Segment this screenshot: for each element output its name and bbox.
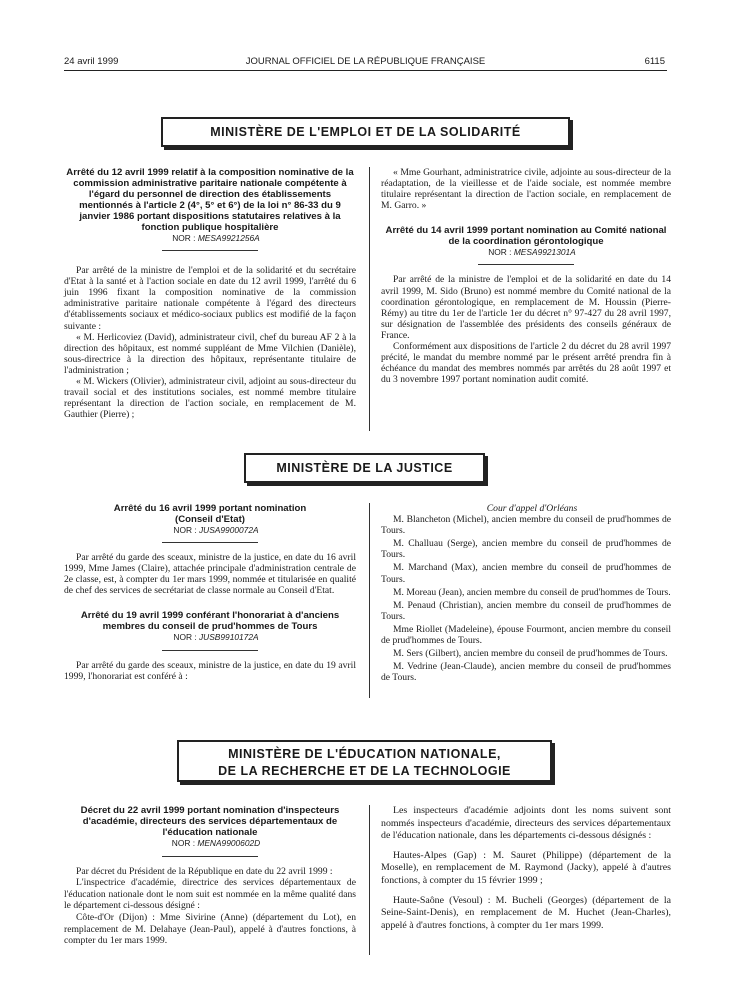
- decree-title: Arrêté du 19 avril 1999 conférant l'honorariat à d'anciens membres du conseil de prud'hommes de Tours: [80, 610, 340, 633]
- paragraph: L'inspectrice d'académie, directrice des services départementaux de l'éducation nationale dont le nom suit est nommée en la même qualité dans le département ci-dessous désigné :: [64, 877, 356, 912]
- nor-reference: NOR : JUSB9910172A: [173, 632, 259, 643]
- nor-reference: NOR : MESA9921301A: [488, 247, 576, 258]
- justice-right-column: [381, 503, 671, 685]
- column-separator: [369, 503, 370, 698]
- list-item: M. Blancheton (Michel), ancien membre du conseil de prud'hommes de Tours.: [381, 514, 671, 537]
- header-journal-title: JOURNAL OFFICIEL DE LA RÉPUBLIQUE FRANÇAISE: [245, 56, 486, 67]
- decree-title: Arrêté du 16 avril 1999 portant nomination (Conseil d'Etat): [113, 503, 307, 525]
- list-item: M. Sers (Gilbert), ancien membre du conseil de prud'hommes de Tours.: [393, 648, 668, 660]
- decree-title: Arrêté du 12 avril 1999 relatif à la composition nominative de la commission administrative paritaire nationale compétente à l'égard du personnel de direction des établissements mentionnés à l'article 2 (4°, 5° et 6°) de la loi n° 86-33 du 9 janvier 1986 portant dispositions statutaires relatives à la fonction publique hospitalière: [66, 167, 354, 233]
- paragraph: Par arrêté de la ministre de l'emploi et de la solidarité en date du 14 avril 1999, M. Sido (Bruno) est nommé membre du Comité national de la coordination gérontologique, en remplacement de M. Houssin (Pierre-Rémy) au titre du 1er de l'article 1er du décret n° 97-427 du 28 avril 1997, sur désignation de l'assemblée des présidents des conseils généraux de France.: [381, 274, 671, 341]
- paragraph: Les inspecteurs d'académie adjoints dont les noms suivent sont nommés inspecteurs d'académie, directeurs des services départementaux de l'éducation nationale, dans les départements ci-dessous désignés :: [381, 805, 671, 842]
- header-page-number: 6115: [644, 56, 665, 67]
- paragraph: Côte-d'Or (Dijon) : Mme Sivirine (Anne) (département du Lot), en remplacement de M. Delahaye (Jean-Paul), appelé à d'autres fonctions, à compter du 1er mars 1999.: [64, 911, 356, 947]
- decree-title: Arrêté du 14 avril 1999 portant nomination au Comité national de la coordination gérontologique: [385, 225, 667, 248]
- education-left-column: [64, 805, 356, 947]
- emploi-right-column: [381, 167, 671, 385]
- section-heading-education: [177, 740, 552, 782]
- column-separator: [369, 167, 370, 431]
- header-rule: [64, 70, 667, 71]
- education-right-column: [381, 805, 671, 932]
- paragraph: « Mme Gourhant, administratrice civile, adjointe au sous-directeur de la réadaptation, de la vieillesse et de l'aide sociale, est nommée membre titulaire représentant la direction de l'action sociale, en remplacement de M. Garro. »: [381, 167, 671, 212]
- section-heading-emploi: MINISTÈRE DE L'EMPLOI ET DE LA SOLIDARITÉ: [161, 117, 570, 147]
- list-item: M. Marchand (Max), ancien membre du conseil de prud'hommes de Tours.: [381, 562, 671, 585]
- paragraph: Par arrêté du garde des sceaux, ministre de la justice, en date du 19 avril 1999, l'honorariat est conféré à :: [64, 659, 356, 682]
- nor-reference: NOR : JUSA9900072A: [173, 525, 259, 535]
- list-item: M. Penaud (Christian), ancien membre du conseil de prud'hommes de Tours.: [381, 599, 671, 622]
- paragraph: Haute-Saône (Vesoul) : M. Bucheli (Georges) (département de la Seine-Saint-Denis), en remplacement de M. Huchet (Jean-Charles), appelé à d'autres fonctions, à compter du 1er mars 1999.: [381, 894, 671, 931]
- paragraph: Par décret du Président de la République en date du 22 avril 1999 :: [76, 865, 333, 877]
- paragraph: Par arrêté de la ministre de l'emploi et de la solidarité et du secrétaire d'Etat à la santé et à l'action sociale en date du 12 avril 1999, l'arrêté du 6 juin 1996 fixant la composition nominative de la commission administrative paritaire nationale compétente à l'égard des directeurs d'établissements sociaux et médico-sociaux publics est modifié de la façon suivante :: [64, 265, 356, 332]
- paragraph: « M. Wickers (Olivier), administrateur civil, adjoint au sous-directeur du travail social et des institutions sociales, est nommé membre titulaire représentant la direction de l'action sociale, en remplacement de M. Gauthier (Pierre) ;: [64, 376, 356, 421]
- list-item: M. Challuau (Serge), ancien membre du conseil de prud'hommes de Tours.: [381, 538, 671, 561]
- list-item: Mme Riollet (Madeleine), épouse Fourmont, ancien membre du conseil de prud'hommes de Tours.: [381, 623, 671, 647]
- column-separator: [369, 805, 370, 955]
- section-heading-justice: MINISTÈRE DE LA JUSTICE: [244, 453, 485, 483]
- court-heading: Cour d'appel d'Orléans: [486, 503, 578, 514]
- header-date: 24 avril 1999: [64, 56, 119, 67]
- paragraph: Conformément aux dispositions de l'article 2 du décret du 28 avril 1997 précité, le mandat du membre nommé par le présent arrêté prendra fin à échéance du mandat des membres nommés par arrêtés du 28 août 1997 et du 3 novembre 1997 portant nomination audit comité.: [381, 341, 671, 386]
- decree-title: Décret du 22 avril 1999 portant nomination d'inspecteurs d'académie, directeurs des services départementaux de l'éducation nationale: [80, 805, 340, 838]
- section-heading-line: DE LA RECHERCHE ET DE LA TECHNOLOGIE: [218, 764, 511, 778]
- section-heading-line: MINISTÈRE DE L'ÉDUCATION NATIONALE,: [228, 747, 501, 761]
- emploi-left-column: [64, 167, 356, 420]
- list-item: M. Vedrine (Jean-Claude), ancien membre du conseil de prud'hommes de Tours.: [381, 661, 671, 684]
- nor-reference: NOR : MESA9921256A: [172, 233, 260, 243]
- list-item: M. Moreau (Jean), ancien membre du conseil de prud'hommes de Tours.: [393, 586, 671, 598]
- paragraph: Par arrêté du garde des sceaux, ministre de la justice, en date du 16 avril 1999, Mme James (Claire), attachée principale d'administration centrale de 2e classe, est, à compter du 1er mars 1999, nommée et titularisée en qualité de chef des services de secrétariat de classe normale au Conseil d'Etat.: [64, 552, 356, 597]
- paragraph: « M. Herlicoviez (David), administrateur civil, chef du bureau AF 2 à la direction des hôpitaux, est nommé suppléant de Mme Vilchien (Danièle), sous-directrice à la direction des hôpitaux, représentante titulaire de l'administration ;: [64, 331, 356, 376]
- nor-reference: NOR : MENA9900602D: [171, 838, 261, 848]
- paragraph: Hautes-Alpes (Gap) : M. Sauret (Philippe) (département de la Moselle), en remplacement de M. Raymond (Jacky), appelé à d'autres fonctions, à compter du 15 février 1999 ;: [381, 849, 671, 886]
- justice-left-column: [64, 503, 356, 682]
